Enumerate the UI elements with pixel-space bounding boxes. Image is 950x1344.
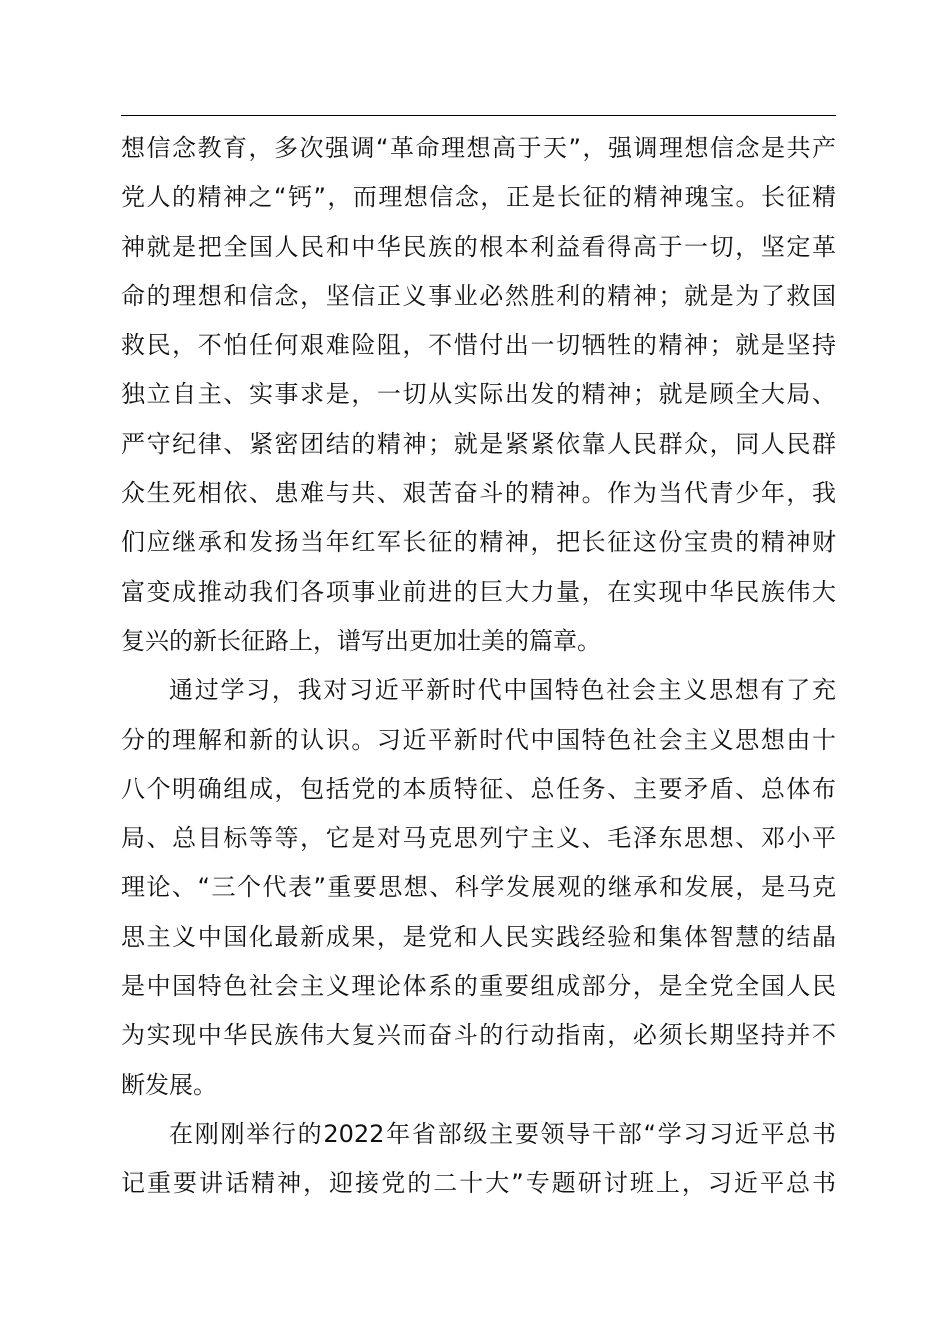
text-line: 通过学习，我对习近平新时代中国特色社会主义思想有了充 bbox=[169, 676, 836, 705]
text-line: 想信念教育，多次强调“革命理想高于天”，强调理想信念是共产 bbox=[121, 134, 836, 162]
text-line: 命的理想和信念，坚信正义事业必然胜利的精神；就是为了救国 bbox=[121, 281, 836, 310]
text-line: 八个明确组成，包括党的本质特征、总任务、主要矛盾、总体布 bbox=[121, 774, 836, 803]
paragraph-3 bbox=[121, 1110, 836, 1209]
text-line: 断发展。 bbox=[121, 1070, 217, 1099]
text-line: 独立自主、实事求是，一切从实际出发的精神；就是顾全大局、 bbox=[121, 380, 836, 409]
text-line: 记重要讲话精神，迎接党的二十大”专题研讨班上，习近平总书 bbox=[121, 1169, 836, 1198]
text-line: 局、总目标等等，它是对马克思列宁主义、毛泽东思想、邓小平 bbox=[121, 824, 836, 853]
text-line: 在刚刚举行的2022年省部级主要领导干部“学习习近平总书 bbox=[169, 1119, 836, 1148]
header-rule bbox=[121, 115, 836, 116]
text-line: 救民，不怕任何艰难险阻，不惜付出一切牺牲的精神；就是坚持 bbox=[121, 331, 836, 360]
text-line: 们应继承和发扬当年红军长征的精神，把长征这份宝贵的精神财 bbox=[121, 528, 836, 557]
text-line: 思主义中国化最新成果，是党和人民实践经验和集体智慧的结晶 bbox=[121, 922, 836, 951]
body-text bbox=[121, 124, 836, 1209]
paragraph-2 bbox=[121, 666, 836, 1110]
text-line: 为实现中华民族伟大复兴而奋斗的行动指南，必须长期坚持并不 bbox=[121, 1021, 836, 1050]
text-line: 富变成推动我们各项事业前进的巨大力量，在实现中华民族伟大 bbox=[121, 577, 836, 606]
paragraph-1 bbox=[121, 124, 836, 666]
text-line: 是中国特色社会主义理论体系的重要组成部分，是全党全国人民 bbox=[121, 972, 836, 1001]
text-line: 党人的精神之“钙”，而理想信念，正是长征的精神瑰宝。长征精 bbox=[121, 183, 836, 212]
text-line: 理论、“三个代表”重要思想、科学发展观的继承和发展，是马克 bbox=[121, 873, 836, 902]
text-line: 众生死相依、患难与共、艰苦奋斗的精神。作为当代青少年，我 bbox=[121, 479, 836, 508]
text-line: 神就是把全国人民和中华民族的根本利益看得高于一切，坚定革 bbox=[121, 232, 836, 261]
text-line: 分的理解和新的认识。习近平新时代中国特色社会主义思想由十 bbox=[121, 725, 836, 754]
text-line: 严守纪律、紧密团结的精神；就是紧紧依靠人民群众，同人民群 bbox=[121, 429, 836, 458]
text-line: 复兴的新长征路上，谱写出更加壮美的篇章。 bbox=[121, 626, 601, 655]
